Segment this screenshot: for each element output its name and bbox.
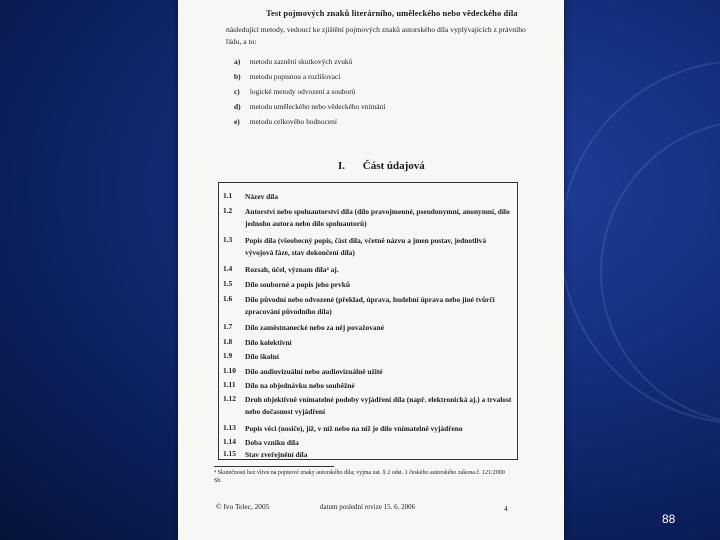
item-text: Druh objektivně vnímatelné podoby vyjádření díla (např. elektronická aj.) a trvalost nebo dočasnost vyjádření [245,395,512,416]
item-text: Dílo na objednávku nebo souběžné [245,381,355,390]
method-letter: c) [234,87,240,96]
item-text: Dílo školní [245,352,279,361]
method-letter: a) [234,57,241,66]
item-text: Dílo zaměstnanecké nebo za něj považované [245,323,384,332]
document-page [178,0,564,540]
item-text: Stav zveřejnění díla [245,450,308,459]
method-text: metodu uměleckého nebo vědeckého vnímání [249,102,386,111]
method-item [234,57,352,66]
item-number: 1.4 [223,264,233,273]
item-text: Autorství nebo spoluautorství díla (dílo pravojmenné, pseudonymní, anonymní, dílo jednoho autora nebo dílo spoluautorů) [245,207,510,228]
slide-number: 88 [662,512,676,526]
item-text: Dílo kolektivní [245,338,292,347]
method-text: metodu popisnou a rozlišovací [249,72,341,81]
section-heading [338,160,425,172]
item-number: 1.12 [223,394,236,403]
method-item [234,102,385,111]
footnote-divider [214,466,334,467]
page-number: 4 [504,504,508,513]
item-number: 1.10 [223,366,236,375]
item-number: 1.8 [223,337,233,346]
item-number: 1.5 [223,279,233,288]
item-text: Popis díla (všeobecný popis, část díla, včetně názvu a jmen postav, jednotlivá vývojová fáze, stav dokončení díla) [245,236,487,257]
method-letter: d) [234,102,241,111]
item-text: Název díla [245,192,279,201]
item-number: 1.13 [223,423,236,432]
item-number: 1.7 [223,322,233,331]
method-item [234,87,355,96]
item-text: Popis věci (nosiče), jíž, v níž nebo na níž je dílo vnímatelně vyjádřeno [245,424,463,433]
item-text: Dílo audiovizuální nebo audiovizuálně užité [245,367,383,376]
item-number: 1.11 [223,380,236,389]
section-title: Část údajová [362,160,425,172]
item-number: 1.3 [223,235,233,244]
method-letter: e) [234,117,240,126]
item-number: 1.14 [223,437,236,446]
method-text: metodu celkového hodnocení [249,117,337,126]
method-text: metodu zaznění skutkových zvuků [249,57,353,66]
items-table [218,182,518,460]
intro-text: následující metody, vedoucí ke zjištění pojmových znaků autorského díla vyplývajících z právního řádu, a to: [226,25,526,46]
method-item [234,117,337,126]
method-text: logické metody odvození a souborů [249,87,356,96]
item-number: 1.6 [223,294,233,303]
method-item [234,72,340,81]
item-text: Rozsah, účel, význam díla⁴ aj. [245,265,339,274]
method-letter: b) [234,72,241,81]
revision-date: datum poslední revize 15. 6. 2006 [320,503,416,511]
item-number: 1.1 [223,191,233,200]
item-number: 1.9 [223,351,233,360]
item-text: Doba vzniku díla [245,438,299,447]
item-text: Dílo původní nebo odvozené (překlad, úprava, hudební úprava nebo jiné tvůrčí zpracování původního díla) [245,295,495,316]
item-number: 1.15 [223,449,236,458]
section-number: I. [338,160,346,172]
copyright: © Ivo Telec, 2005 [216,502,270,511]
item-number: 1.2 [223,206,233,215]
item-text: Dílo souborné a popis jeho prvků [245,280,350,289]
footnote: ⁴ Skutečnosti bez vlivu na pojmové znaky autorského díla; vyjma ust. § 2 odst. 1 českého autorského zákona č. 121/2000 Sb. [214,470,505,484]
document-title: Test pojmových znaků literárního, uměleckého nebo vědeckého díla [266,8,518,18]
